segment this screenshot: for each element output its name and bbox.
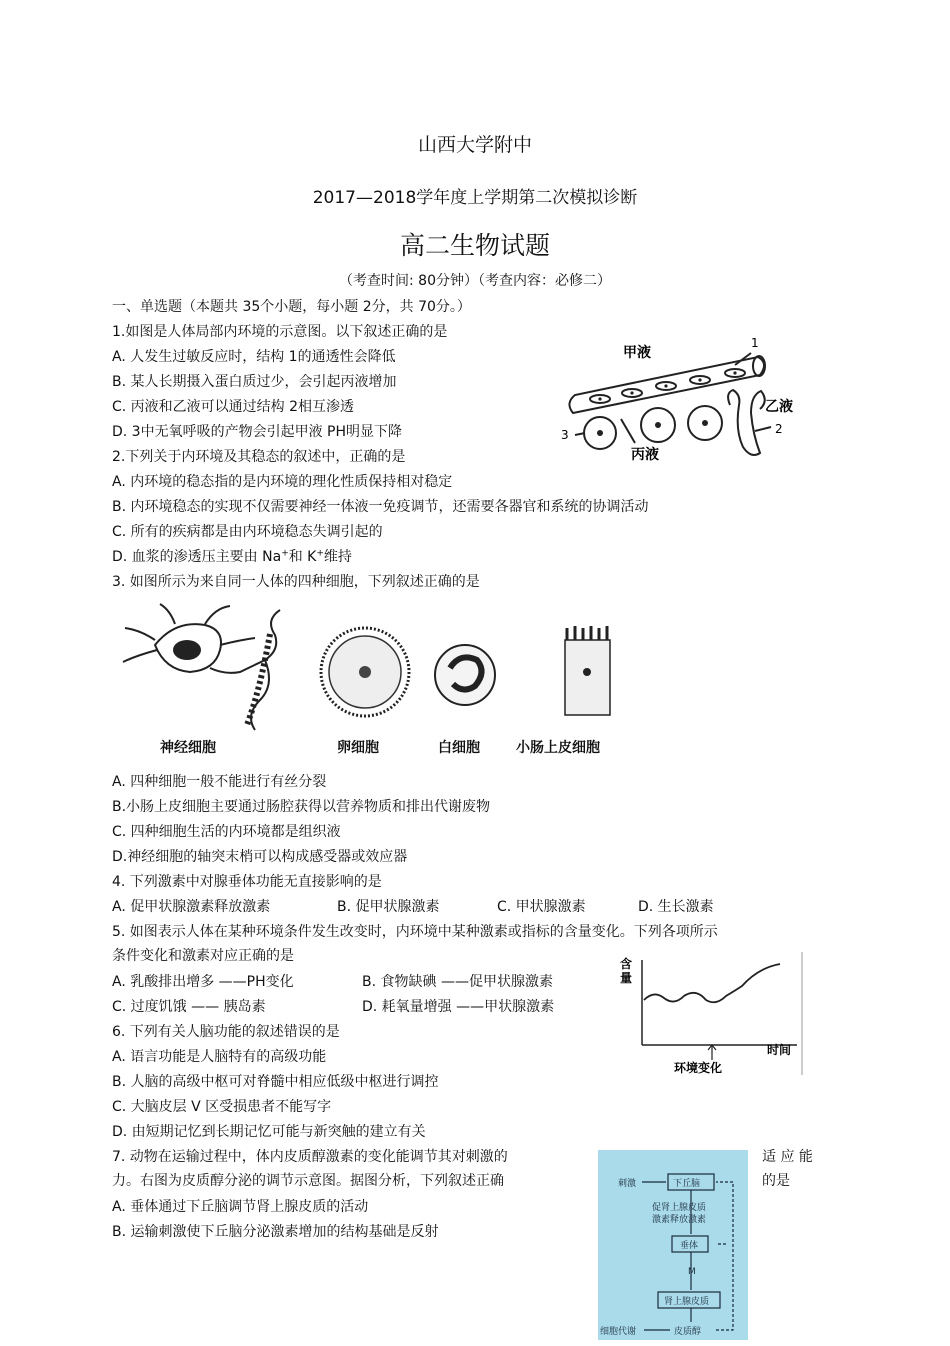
term-title: 2017—2018学年度上学期第二次模拟诊断: [312, 188, 638, 208]
egg-cell-image: [321, 628, 409, 716]
q7-option-a: A. 垂体通过下丘脑调节肾上腺皮质的活动: [112, 1199, 369, 1215]
school-name: 山西大学附中: [417, 134, 532, 156]
q1-stem: 1.如图是人体局部内环境的示意图。以下叙述正确的是: [112, 324, 448, 340]
chart-y-label-1: 含: [620, 957, 633, 971]
label-yi: 乙液: [765, 399, 793, 415]
q5-stem-line2: 条件变化和激素对应正确的是: [112, 948, 294, 964]
label-bing: 丙液: [631, 447, 659, 463]
q6-option-b: B. 人脑的高级中枢可对脊髓中相应低级中枢进行调控: [112, 1074, 439, 1090]
q2-stem: 2.下列关于内环境及其稳态的叙述中，正确的是: [112, 449, 406, 465]
q5-stem-line1: 5. 如图表示人体在某种环境条件发生改变时，内环境中某种激素或指标的含量变化。下列各项所示: [112, 924, 718, 940]
q2-option-a: A. 内环境的稳态指的是内环境的理化性质保持相对稳定: [112, 474, 453, 490]
flow-crh-line1: 促肾上腺皮质: [652, 1203, 707, 1213]
q1-option-c: C. 丙液和乙液可以通过结构 2相互渗透: [112, 399, 355, 415]
q1-option-b: B. 某人长期摄入蛋白质过少，会引起丙液增加: [112, 374, 397, 390]
q7-stem-line2-right: 的是: [762, 1173, 790, 1189]
q1-option-d: D. 3中无氧呼吸的产物会引起甲液 PH明显下降: [112, 424, 403, 440]
q7-stem-line2: 力。右图为皮质醇分泌的调节示意图。据图分析，下列叙述正确: [112, 1173, 504, 1189]
q2-d-sup-1: +: [281, 548, 289, 559]
q5-option-d: D. 耗氧量增强 ——甲状腺激素: [362, 999, 555, 1015]
q3-option-b: B.小肠上皮细胞主要通过肠腔获得以营养物质和排出代谢废物: [112, 799, 491, 815]
label-jia: 甲液: [623, 345, 651, 361]
label-1: 1: [751, 336, 759, 350]
flow-cell-metabolism: 细胞代谢: [600, 1327, 637, 1337]
q6-option-c: C. 大脑皮层 V 区受损患者不能写字: [112, 1099, 332, 1115]
q6-option-a: A. 语言功能是人脑特有的高级功能: [112, 1049, 327, 1065]
q4-option-b: B. 促甲状腺激素: [337, 899, 440, 915]
q5-option-b: B. 食物缺碘 ——促甲状腺激素: [362, 974, 553, 990]
q7-stem-line1-right: 适 应 能: [762, 1149, 813, 1165]
q7-stem-line1: 7. 动物在运输过程中，体内皮质醇激素的变化能调节其对刺激的: [112, 1149, 508, 1165]
flow-adrenal-cortex: 肾上腺皮质: [664, 1297, 710, 1307]
chart-marker-label: 环境变化: [674, 1061, 723, 1075]
q4-option-a: A. 促甲状腺激素释放激素: [112, 899, 271, 915]
q3-stem: 3. 如图所示为来自同一人体的四种细胞，下列叙述正确的是: [112, 574, 480, 590]
page-title: 高二生物试题: [399, 231, 550, 260]
q6-option-d: D. 由短期记忆到长期记忆可能与新突触的建立有关: [112, 1124, 426, 1140]
q6-stem: 6. 下列有关人脑功能的叙述错误的是: [112, 1024, 340, 1040]
flow-cortisol: 皮质醇: [674, 1327, 702, 1337]
chart-x-label: 时间: [767, 1043, 792, 1057]
q2-d-text-3: 维持: [323, 549, 352, 565]
white-cell-image: [435, 645, 495, 705]
q3-option-d: D.神经细胞的轴突末梢可以构成感受器或效应器: [112, 849, 408, 865]
q2-d-text-1: D. 血浆的渗透压主要由 Na: [112, 549, 282, 565]
q7-cortisol-regulation-diagram: [598, 1150, 748, 1340]
section-heading: 一、单选题（本题共 35个小题，每小题 2分，共 70分。）: [112, 299, 471, 315]
q1-option-a: A. 人发生过敏反应时，结构 1的通透性会降低: [112, 349, 396, 365]
flow-pituitary: 垂体: [680, 1241, 699, 1251]
chart-y-label-2: 量: [620, 971, 633, 985]
q2-option-c: C. 所有的疾病都是由内环境稳态失调引起的: [112, 524, 383, 540]
q3-four-cells-figure: [115, 600, 645, 740]
label-3: 3: [561, 428, 569, 442]
q5-option-c: C. 过度饥饿 —— 胰岛素: [112, 999, 266, 1015]
flow-m: M: [688, 1267, 696, 1277]
q2-d-sup-2: +: [316, 548, 324, 559]
label-2: 2: [775, 422, 783, 436]
caption-nerve-cell: 神经细胞: [160, 740, 216, 756]
q2-option-d: [112, 546, 352, 566]
q5-option-a: A. 乳酸排出增多 ——PH变化: [112, 974, 294, 990]
q4-option-d: D. 生长激素: [638, 899, 714, 915]
q3-option-a: A. 四种细胞一般不能进行有丝分裂: [112, 774, 327, 790]
caption-egg-cell: 卵细胞: [337, 740, 379, 756]
q4-stem: 4. 下列激素中对腺垂体功能无直接影响的是: [112, 874, 382, 890]
q4-option-c: C. 甲状腺激素: [497, 899, 586, 915]
q7-option-b: B. 运输刺激使下丘脑分泌激素增加的结构基础是反射: [112, 1224, 439, 1240]
q5-content-change-chart: [612, 950, 807, 1075]
q2-d-text-2: 和 K: [288, 549, 317, 565]
flow-crh-line2: 激素释放激素: [652, 1215, 707, 1225]
flow-stimulus: 刺激: [618, 1179, 637, 1189]
flow-hypothalamus: 下丘脑: [673, 1179, 701, 1189]
q1-internal-environment-figure: [555, 335, 815, 465]
q2-option-b: B. 内环境稳态的实现不仅需要神经一体液一免疫调节，还需要各器官和系统的协调活动: [112, 499, 649, 515]
exam-info: （考查时间: 80分钟）（考查内容：必修二）: [339, 273, 611, 289]
intestinal-cell-image: [565, 626, 610, 715]
caption-intestinal-cell: 小肠上皮细胞: [516, 740, 600, 756]
nerve-cell-image: [123, 604, 280, 730]
q3-option-c: C. 四种细胞生活的内环境都是组织液: [112, 824, 341, 840]
caption-white-cell: 白细胞: [438, 740, 480, 756]
